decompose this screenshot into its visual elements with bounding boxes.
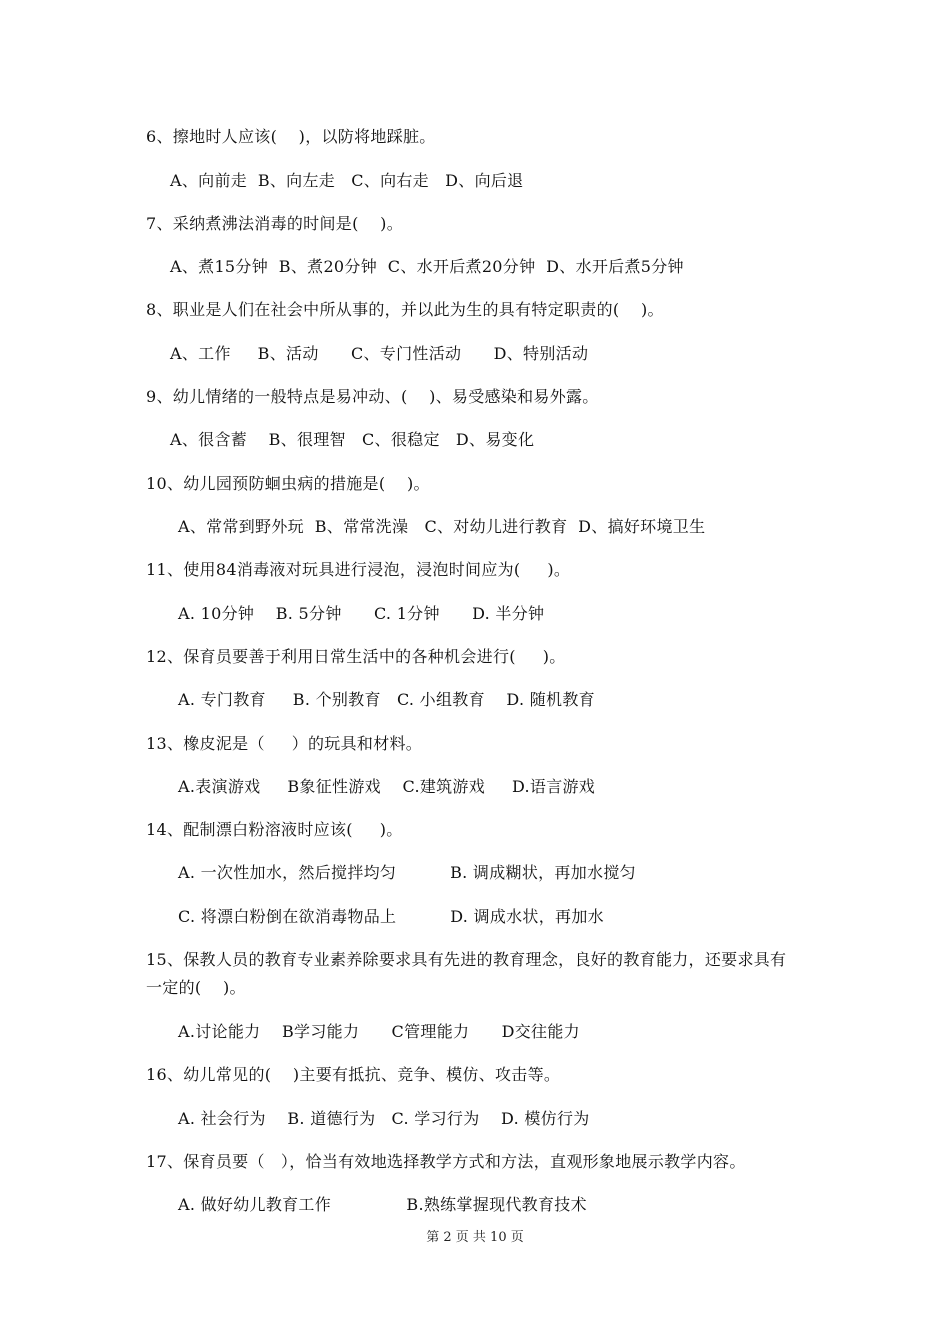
question-16-options: A. 社会行为 B. 道德行为 C. 学习行为 D. 模仿行为	[178, 1109, 590, 1128]
question-10-stem: 10、幼儿园预防蛔虫病的措施是( )。	[146, 474, 430, 493]
question-14-options-row-2: C. 将漂白粉倒在欲消毒物品上 D. 调成水状，再加水	[178, 907, 604, 926]
question-15-options: A.讨论能力 B学习能力 C管理能力 D交往能力	[178, 1022, 580, 1041]
question-11-options: A. 10分钟 B. 5分钟 C. 1分钟 D. 半分钟	[178, 604, 545, 623]
question-13-stem: 13、橡皮泥是（ ）的玩具和材料。	[146, 734, 423, 753]
question-14-stem: 14、配制漂白粉溶液时应该( )。	[146, 820, 403, 839]
question-6-stem: 6、擦地时人应该( )，以防将地踩脏。	[146, 127, 436, 146]
question-10-options: A、常常到野外玩 B、常常洗澡 C、对幼儿进行教育 D、搞好环境卫生	[178, 517, 706, 536]
question-12-stem: 12、保育员要善于利用日常生活中的各种机会进行( )。	[146, 647, 566, 666]
question-15-stem: 15、保教人员的教育专业素养除要求具有先进的教育理念，良好的教育能力，还要求具有	[146, 950, 787, 969]
question-13-options: A.表演游戏 B象征性游戏 C.建筑游戏 D.语言游戏	[178, 777, 596, 796]
question-17-options: A. 做好幼儿教育工作 B.熟练掌握现代教育技术	[178, 1195, 587, 1214]
question-9-options: A、很含蓄 B、很理智 C、很稳定 D、易变化	[170, 430, 535, 449]
question-17-stem: 17、保育员要（ ），恰当有效地选择教学方式和方法，直观形象地展示教学内容。	[146, 1152, 746, 1171]
question-7-options: A、煮15分钟 B、煮20分钟 C、水开后煮20分钟 D、水开后煮5分钟	[170, 257, 684, 276]
question-15-stem-continued: 一定的( )。	[146, 978, 246, 997]
question-6-options: A、向前走 B、向左走 C、向右走 D、向后退	[170, 171, 524, 190]
question-11-stem: 11、使用84消毒液对玩具进行浸泡，浸泡时间应为( )。	[146, 560, 571, 579]
question-12-options: A. 专门教育 B. 个别教育 C. 小组教育 D. 随机教育	[178, 690, 595, 709]
question-7-stem: 7、采纳煮沸法消毒的时间是( )。	[146, 214, 404, 233]
question-16-stem: 16、幼儿常见的( )主要有抵抗、竞争、模仿、攻击等。	[146, 1065, 561, 1084]
question-8-options: A、工作 B、活动 C、专门性活动 D、特别活动	[170, 344, 589, 363]
question-9-stem: 9、幼儿情绪的一般特点是易冲动、( )、易受感染和易外露。	[146, 387, 599, 406]
page-footer: 第 2 页 共 10 页	[426, 1230, 524, 1245]
question-8-stem: 8、职业是人们在社会中所从事的，并以此为生的具有特定职责的( )。	[146, 300, 664, 319]
question-14-options-row-1: A. 一次性加水，然后搅拌均匀 B. 调成糊状，再加水搅匀	[178, 863, 636, 882]
